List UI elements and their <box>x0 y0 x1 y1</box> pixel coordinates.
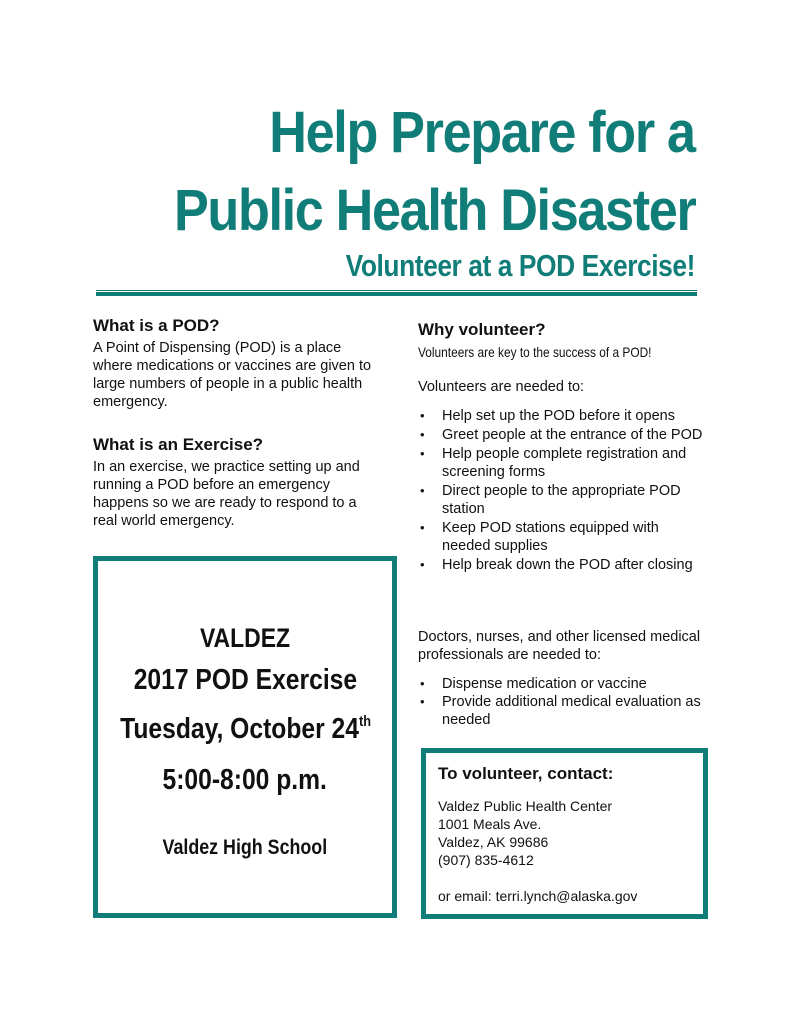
contact-org: Valdez Public Health Center <box>438 798 613 814</box>
event-date-suffix: th <box>358 713 372 730</box>
event-name: 2017 POD Exercise <box>133 664 357 696</box>
why-volunteer-subheading: Volunteers are key to the success of a POD! <box>418 344 652 360</box>
medical-task-list <box>418 675 708 729</box>
event-date: Tuesday, October 24th <box>120 713 372 745</box>
list-item: • Help people complete registration and screening forms <box>418 445 708 481</box>
event-time: 5:00-8:00 p.m. <box>162 764 328 796</box>
contact-heading: To volunteer, contact: <box>438 764 614 783</box>
list-item: • Direct people to the appropriate POD station <box>418 482 708 518</box>
headline-line-1: Help Prepare for a <box>269 100 695 165</box>
contact-address <box>438 797 612 869</box>
contact-email: or email: terri.lynch@alaska.gov <box>438 888 638 904</box>
what-is-exercise-text: In an exercise, we practice setting up and running a POD before an emergency happens so we are ready to respond to a real world emergency. <box>93 459 360 529</box>
medical-professionals-intro: Doctors, nurses, and other licensed medical professionals are needed to: <box>418 629 701 663</box>
event-city: VALDEZ <box>199 623 291 653</box>
contact-city: Valdez, AK 99686 <box>438 834 549 850</box>
why-volunteer-heading: Why volunteer? <box>418 320 546 339</box>
what-is-pod-text: A Point of Dispensing (POD) is a place where medications or vaccines are given to large numbers of people in a public health emergency. <box>93 340 372 410</box>
what-is-pod-heading: What is a POD? <box>93 316 220 335</box>
headline-line-2: Public Health Disaster <box>173 178 695 243</box>
list-item: • Keep POD stations equipped with needed supplies <box>418 519 708 555</box>
header-rule-thick <box>96 292 697 296</box>
header-rule-thin <box>96 290 697 291</box>
what-is-exercise-heading: What is an Exercise? <box>93 435 264 454</box>
list-item: • Provide additional medical evaluation as needed <box>418 693 708 729</box>
list-item: • Dispense medication or vaccine <box>418 675 708 693</box>
contact-phone: (907) 835-4612 <box>438 852 534 868</box>
list-item: • Help break down the POD after closing <box>418 556 708 574</box>
subheadline: Volunteer at a POD Exercise! <box>345 248 695 283</box>
event-details-box <box>93 556 397 918</box>
event-location: Valdez High School <box>162 836 328 859</box>
list-item: • Greet people at the entrance of the POD <box>418 426 708 444</box>
list-item: • Help set up the POD before it opens <box>418 407 708 425</box>
contact-street: 1001 Meals Ave. <box>438 816 542 832</box>
volunteer-task-list <box>418 407 708 574</box>
volunteers-needed-intro: Volunteers are needed to: <box>418 379 585 395</box>
contact-box <box>421 748 708 919</box>
